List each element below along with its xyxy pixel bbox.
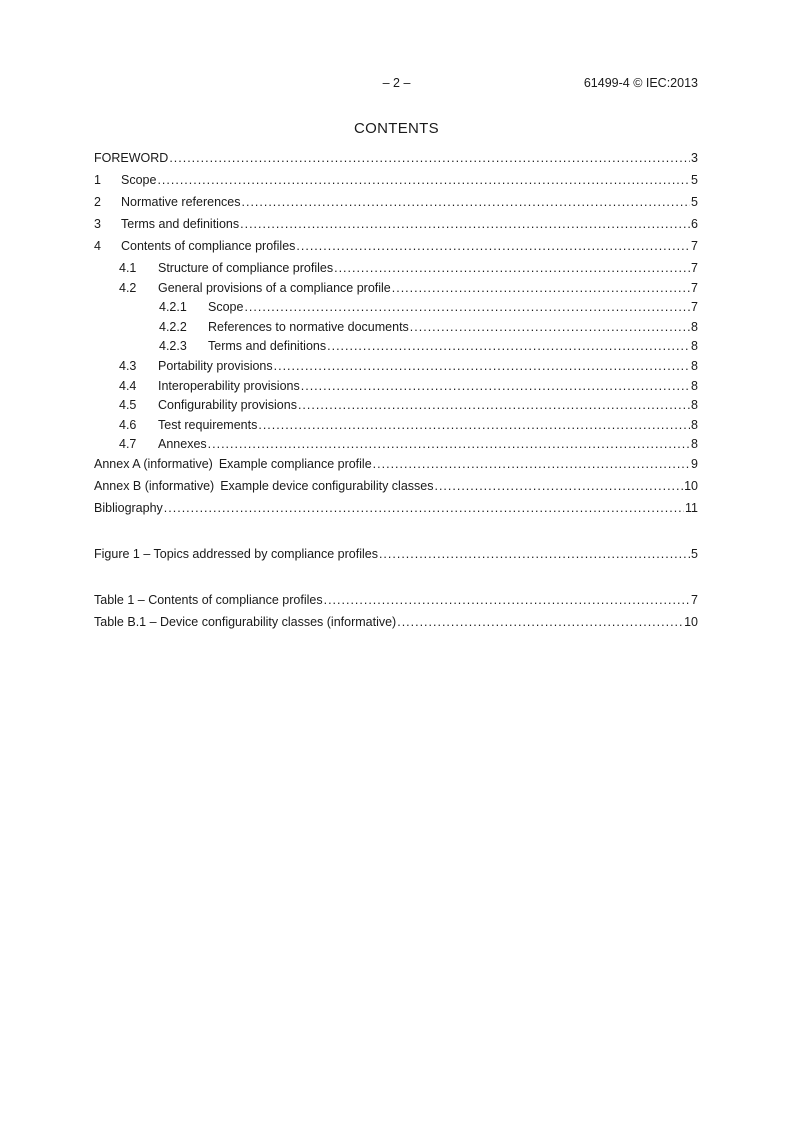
toc-entry-page: 10 <box>684 478 698 493</box>
toc-entry-4-2-3[interactable] <box>94 339 698 359</box>
toc-entry-title: Annexes <box>158 437 207 452</box>
document-reference: 61499-4 © IEC:2013 <box>583 76 698 90</box>
figure-title: Figure 1 – Topics addressed by compliance profiles <box>94 546 378 561</box>
toc-entry-number: 4.6 <box>119 417 137 432</box>
toc-entry-number: 4.2 <box>119 280 137 295</box>
toc-entry-scope[interactable] <box>94 173 698 195</box>
leader-dots <box>392 281 690 295</box>
toc-entry-4-2-2[interactable] <box>94 320 698 340</box>
toc-entry-number: 2 <box>94 195 101 209</box>
toc-entry-title: Test requirements <box>158 417 258 432</box>
toc-entry-title: FOREWORD <box>94 151 169 165</box>
table-page: 7 <box>691 592 698 607</box>
toc-entry-contents-of-compliance-profiles[interactable] <box>94 239 698 261</box>
toc-entry-title: Portability provisions <box>158 358 273 373</box>
toc-entry-title <box>94 457 372 471</box>
annex-label: Annex A (informative) <box>94 456 213 471</box>
leader-dots <box>434 479 683 493</box>
leader-dots <box>379 547 690 561</box>
toc-entry-4-3[interactable] <box>94 359 698 379</box>
section-spacer <box>94 523 698 547</box>
leader-dots <box>242 195 691 209</box>
annex-label: Annex B (informative) <box>94 478 215 493</box>
toc-entry-number: 4.2.1 <box>159 300 187 315</box>
toc-entry-title <box>94 479 433 493</box>
table-of-contents <box>94 151 698 637</box>
leader-dots <box>164 501 684 515</box>
toc-entry-number: 4.5 <box>119 398 137 413</box>
toc-entry-title: Configurability provisions <box>158 398 297 413</box>
toc-entry-page: 8 <box>691 378 698 393</box>
toc-entry-title: Structure of compliance profiles <box>158 261 334 275</box>
leader-dots <box>324 593 690 607</box>
toc-entry-title: Normative references <box>121 195 241 209</box>
toc-entry-page: 5 <box>691 173 698 187</box>
leader-dots <box>397 615 683 629</box>
toc-entry-annex-b[interactable] <box>94 479 698 501</box>
annex-title: Example compliance profile <box>218 456 372 471</box>
list-of-figures-entry[interactable] <box>94 547 698 569</box>
toc-entry-page: 7 <box>691 239 698 253</box>
leader-dots <box>244 300 690 314</box>
toc-entry-4-5[interactable] <box>94 398 698 418</box>
toc-entry-page: 8 <box>691 358 698 373</box>
toc-entry-number: 4.7 <box>119 437 137 452</box>
leader-dots <box>373 457 690 471</box>
toc-entry-normative-references[interactable] <box>94 195 698 217</box>
toc-entry-page: 8 <box>691 437 698 452</box>
toc-entry-bibliography[interactable] <box>94 501 698 523</box>
toc-entry-number: 4.2.2 <box>159 319 187 334</box>
leader-dots <box>274 359 690 373</box>
toc-entry-number: 4.1 <box>119 261 137 275</box>
toc-entry-4-2-1[interactable] <box>94 300 698 320</box>
toc-entry-page: 5 <box>691 195 698 209</box>
toc-entry-4-4[interactable] <box>94 379 698 399</box>
list-of-tables-entry[interactable] <box>94 615 698 637</box>
page-number: – 2 – <box>382 76 411 90</box>
annex-title: Example device configurability classes <box>220 478 434 493</box>
toc-entry-number: 1 <box>94 173 101 187</box>
leader-dots <box>157 173 690 187</box>
toc-entry-page: 8 <box>691 339 698 354</box>
table-title: Table 1 – Contents of compliance profiles <box>94 592 323 607</box>
toc-entry-page: 8 <box>691 417 698 432</box>
toc-entry-4-7[interactable] <box>94 437 698 457</box>
toc-entry-title: Contents of compliance profiles <box>121 239 296 253</box>
table-title: Table B.1 – Device configurability classes (informative) <box>94 614 397 629</box>
toc-entry-4-6[interactable] <box>94 418 698 438</box>
toc-entry-number: 3 <box>94 217 101 231</box>
section-spacer <box>94 569 698 593</box>
figure-page: 5 <box>691 546 698 561</box>
toc-entry-page: 7 <box>691 300 698 315</box>
leader-dots <box>208 437 690 451</box>
toc-entry-title: Interoperability provisions <box>158 378 300 393</box>
toc-entry-page: 3 <box>691 151 698 165</box>
leader-dots <box>258 418 690 432</box>
contents-title: CONTENTS <box>354 120 439 137</box>
toc-entry-terms-and-definitions[interactable] <box>94 217 698 239</box>
toc-entry-title: Bibliography <box>94 500 163 515</box>
toc-entry-title: Scope <box>121 173 157 187</box>
toc-entry-title: General provisions of a compliance profile <box>158 280 391 295</box>
toc-entry-page: 7 <box>691 280 698 295</box>
leader-dots <box>327 339 690 353</box>
toc-entry-number: 4.4 <box>119 378 137 393</box>
toc-entry-page: 6 <box>691 217 698 231</box>
toc-entry-page: 8 <box>691 398 698 413</box>
leader-dots <box>169 151 690 165</box>
table-page: 10 <box>684 614 698 629</box>
leader-dots <box>301 379 690 393</box>
toc-entry-page: 9 <box>691 456 698 471</box>
leader-dots <box>298 398 690 412</box>
leader-dots <box>296 239 690 253</box>
toc-entry-number: 4.2.3 <box>159 339 187 354</box>
toc-entry-number: 4.3 <box>119 358 137 373</box>
list-of-tables-entry[interactable] <box>94 593 698 615</box>
toc-entry-4-2[interactable] <box>94 281 698 301</box>
toc-entry-page: 7 <box>691 261 698 275</box>
toc-entry-page: 11 <box>685 500 698 515</box>
toc-entry-page: 8 <box>691 319 698 334</box>
toc-entry-foreword[interactable] <box>94 151 698 173</box>
toc-entry-title: References to normative documents <box>208 319 409 334</box>
leader-dots <box>410 320 690 334</box>
leader-dots <box>334 261 690 275</box>
toc-entry-title: Scope <box>208 300 244 315</box>
toc-entry-title: Terms and definitions <box>121 217 240 231</box>
leader-dots <box>240 217 690 231</box>
toc-entry-4-1[interactable] <box>94 261 698 281</box>
toc-entry-title: Terms and definitions <box>208 339 327 354</box>
toc-entry-number: 4 <box>94 239 101 253</box>
toc-entry-annex-a[interactable] <box>94 457 698 479</box>
